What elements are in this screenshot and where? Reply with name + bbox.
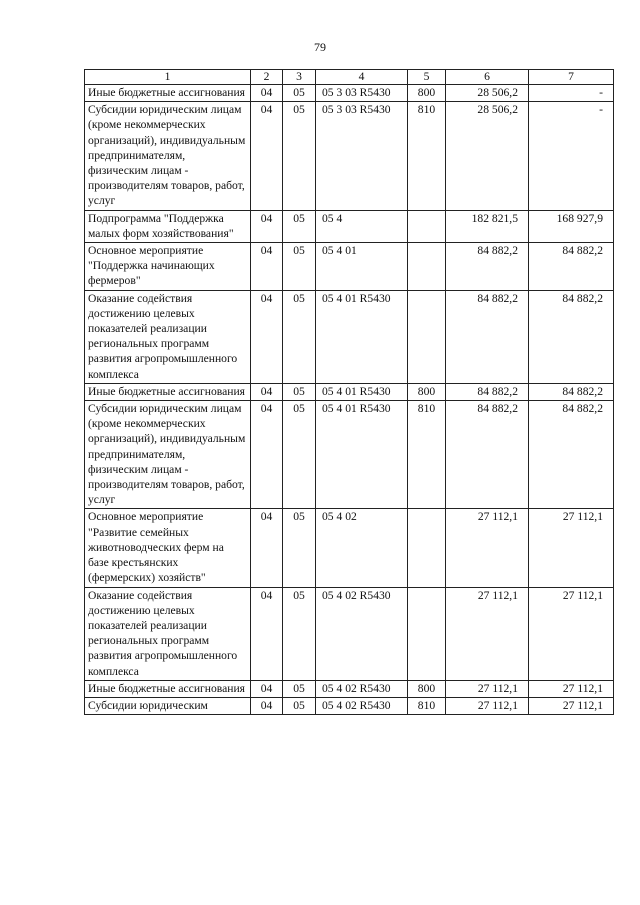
table-row: [85, 102, 614, 210]
amount-col7-cell: -: [529, 102, 614, 210]
amount-col6-cell: 84 882,2: [446, 243, 529, 291]
row-name-cell: Подпрограмма "Поддержка малых форм хозяйствования": [85, 210, 251, 242]
section-code-cell: 04: [251, 680, 283, 697]
row-name-cell: Иные бюджетные ассигнования: [85, 383, 251, 400]
expense-type-cell: 810: [408, 697, 446, 714]
subsection-code-cell: 05: [283, 102, 316, 210]
section-code-cell: 04: [251, 587, 283, 680]
row-name-cell: Субсидии юридическим лицам (кроме некоммерческих организаций), индивидуальным предпринимателям, физическим лицам - производителям товаров, работ, услуг: [85, 102, 251, 210]
amount-col6-cell: 27 112,1: [446, 587, 529, 680]
subsection-code-cell: 05: [283, 290, 316, 383]
row-name-cell: Субсидии юридическим: [85, 697, 251, 714]
expense-type-cell: [408, 509, 446, 587]
section-code-cell: 04: [251, 210, 283, 242]
amount-col7-cell: 27 112,1: [529, 509, 614, 587]
subsection-code-cell: 05: [283, 401, 316, 509]
section-code-cell: 04: [251, 243, 283, 291]
section-code-cell: 04: [251, 509, 283, 587]
subsection-code-cell: 05: [283, 85, 316, 102]
amount-col7-cell: 27 112,1: [529, 697, 614, 714]
target-article-cell: 05 4 01 R5430: [316, 401, 408, 509]
page-number: 79: [314, 40, 326, 54]
expense-type-cell: [408, 587, 446, 680]
section-code-cell: 04: [251, 85, 283, 102]
section-code-cell: 04: [251, 697, 283, 714]
target-article-cell: 05 4 01: [316, 243, 408, 291]
row-name-cell: Основное мероприятие "Развитие семейных животноводческих ферм на базе крестьянских (фермерских) хозяйств": [85, 509, 251, 587]
expense-type-cell: [408, 210, 446, 242]
amount-col6-cell: 27 112,1: [446, 509, 529, 587]
table-row: [85, 509, 614, 587]
subsection-code-cell: 05: [283, 243, 316, 291]
table-row: [85, 697, 614, 714]
amount-col7-cell: -: [529, 85, 614, 102]
row-name-cell: Субсидии юридическим лицам (кроме некоммерческих организаций), индивидуальным предпринимателям, физическим лицам - производителям товаров, работ, услуг: [85, 401, 251, 509]
expense-type-cell: 810: [408, 102, 446, 210]
row-name-cell: Оказание содействия достижению целевых показателей реализации региональных программ развития агропромышленного комплекса: [85, 587, 251, 680]
row-name-cell: Иные бюджетные ассигнования: [85, 85, 251, 102]
column-header: 2: [251, 70, 283, 85]
column-header: 4: [316, 70, 408, 85]
subsection-code-cell: 05: [283, 210, 316, 242]
table-row: [85, 680, 614, 697]
section-code-cell: 04: [251, 102, 283, 210]
amount-col6-cell: 28 506,2: [446, 85, 529, 102]
table-row: [85, 290, 614, 383]
expense-type-cell: 800: [408, 383, 446, 400]
subsection-code-cell: 05: [283, 509, 316, 587]
target-article-cell: 05 4 02: [316, 509, 408, 587]
column-header: 5: [408, 70, 446, 85]
row-name-cell: Основное мероприятие "Поддержка начинающих фермеров": [85, 243, 251, 291]
row-name-cell: Оказание содействия достижению целевых показателей реализации региональных программ развития агропромышленного комплекса: [85, 290, 251, 383]
amount-col6-cell: 27 112,1: [446, 680, 529, 697]
budget-table: [84, 69, 614, 715]
section-code-cell: 04: [251, 290, 283, 383]
target-article-cell: 05 4 02 R5430: [316, 680, 408, 697]
amount-col6-cell: 27 112,1: [446, 697, 529, 714]
expense-type-cell: [408, 290, 446, 383]
subsection-code-cell: 05: [283, 697, 316, 714]
amount-col7-cell: 84 882,2: [529, 383, 614, 400]
amount-col7-cell: 84 882,2: [529, 243, 614, 291]
table-row: [85, 243, 614, 291]
table-row: [85, 383, 614, 400]
expense-type-cell: 810: [408, 401, 446, 509]
table-row: [85, 401, 614, 509]
expense-type-cell: [408, 243, 446, 291]
amount-col6-cell: 84 882,2: [446, 383, 529, 400]
column-header: 1: [85, 70, 251, 85]
section-code-cell: 04: [251, 401, 283, 509]
table-row: [85, 210, 614, 242]
target-article-cell: 05 3 03 R5430: [316, 102, 408, 210]
amount-col7-cell: 27 112,1: [529, 680, 614, 697]
subsection-code-cell: 05: [283, 587, 316, 680]
amount-col7-cell: 27 112,1: [529, 587, 614, 680]
amount-col7-cell: 84 882,2: [529, 290, 614, 383]
amount-col6-cell: 84 882,2: [446, 290, 529, 383]
target-article-cell: 05 3 03 R5430: [316, 85, 408, 102]
table-row: [85, 85, 614, 102]
target-article-cell: 05 4: [316, 210, 408, 242]
column-header: 6: [446, 70, 529, 85]
target-article-cell: 05 4 02 R5430: [316, 697, 408, 714]
table-row: [85, 587, 614, 680]
section-code-cell: 04: [251, 383, 283, 400]
expense-type-cell: 800: [408, 85, 446, 102]
amount-col6-cell: 84 882,2: [446, 401, 529, 509]
target-article-cell: 05 4 01 R5430: [316, 383, 408, 400]
header-row: [85, 70, 614, 85]
amount-col7-cell: 168 927,9: [529, 210, 614, 242]
row-name-cell: Иные бюджетные ассигнования: [85, 680, 251, 697]
column-header: 7: [529, 70, 614, 85]
subsection-code-cell: 05: [283, 383, 316, 400]
subsection-code-cell: 05: [283, 680, 316, 697]
target-article-cell: 05 4 01 R5430: [316, 290, 408, 383]
amount-col7-cell: 84 882,2: [529, 401, 614, 509]
expense-type-cell: 800: [408, 680, 446, 697]
column-header: 3: [283, 70, 316, 85]
amount-col6-cell: 182 821,5: [446, 210, 529, 242]
amount-col6-cell: 28 506,2: [446, 102, 529, 210]
target-article-cell: 05 4 02 R5430: [316, 587, 408, 680]
